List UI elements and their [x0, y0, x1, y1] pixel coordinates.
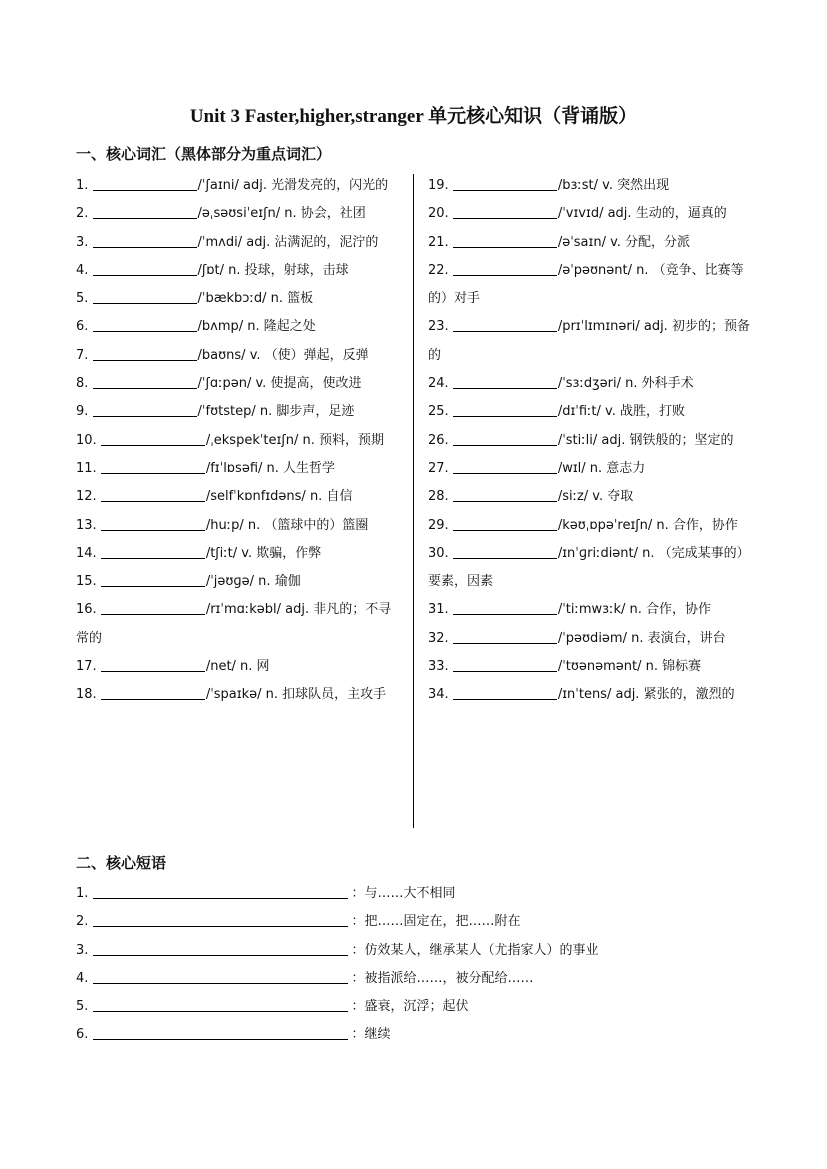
- answer-blank[interactable]: [93, 203, 197, 219]
- vocab-list-right: [428, 172, 754, 710]
- vocab-item: 33. /ˈtʊənəmənt/ n. 锦标赛: [428, 653, 754, 681]
- answer-blank[interactable]: [453, 430, 557, 446]
- answer-blank[interactable]: [453, 232, 557, 248]
- vocab-item: 6. /bʌmp/ n. 隆起之处: [76, 313, 402, 341]
- answer-blank[interactable]: [453, 684, 557, 700]
- answer-blank[interactable]: [453, 628, 557, 644]
- phrase-item: 5. ：盛衰，沉浮；起伏: [76, 993, 599, 1021]
- answer-blank[interactable]: [101, 599, 205, 615]
- answer-blank[interactable]: [453, 260, 557, 276]
- answer-blank[interactable]: [93, 345, 197, 361]
- answer-blank[interactable]: [93, 175, 197, 191]
- answer-blank[interactable]: [453, 175, 557, 191]
- column-divider: [413, 174, 414, 828]
- phrase-item: 1. ：与……大不相同: [76, 880, 599, 908]
- answer-blank[interactable]: [453, 373, 557, 389]
- vocab-item: 29. /kəʊˌɒpəˈreɪʃn/ n. 合作，协作: [428, 512, 754, 540]
- phrase-item: 3. ：仿效某人，继承某人（尤指家人）的事业: [76, 937, 599, 965]
- phrase-item: 6. ：继续: [76, 1021, 599, 1049]
- vocab-item: 10. /ˌekspekˈteɪʃn/ n. 预料，预期: [76, 427, 402, 455]
- vocab-item: 16. /rɪˈmɑːkəbl/ adj. 非凡的；不寻常的: [76, 596, 402, 653]
- answer-blank[interactable]: [101, 515, 205, 531]
- answer-blank[interactable]: [93, 996, 348, 1012]
- page-title: Unit 3 Faster,higher,stranger 单元核心知识（背诵版）: [189, 106, 638, 127]
- phrase-item: 4. ：被指派给……，被分配给……: [76, 965, 599, 993]
- vocab-item: 31. /ˈtiːmwɜːk/ n. 合作，协作: [428, 596, 754, 624]
- phrase-list: [76, 880, 599, 1050]
- vocab-item: 9. /ˈfʊtstep/ n. 脚步声，足迹: [76, 398, 402, 426]
- vocab-item: 19. /bɜːst/ v. 突然出现: [428, 172, 754, 200]
- answer-blank[interactable]: [93, 288, 197, 304]
- section-heading-vocabulary: 一、核心词汇（黑体部分为重点词汇）: [76, 145, 332, 163]
- answer-blank[interactable]: [453, 486, 557, 502]
- answer-blank[interactable]: [453, 515, 557, 531]
- vocab-item: 30. /ɪnˈɡriːdiənt/ n. （完成某事的）要素，因素: [428, 540, 754, 597]
- answer-blank[interactable]: [93, 401, 197, 417]
- vocab-item: 11. /fɪˈlɒsəfi/ n. 人生哲学: [76, 455, 402, 483]
- vocab-item: 4. /ʃɒt/ n. 投球，射球，击球: [76, 257, 402, 285]
- vocab-item: 5. /ˈbækbɔːd/ n. 篮板: [76, 285, 402, 313]
- answer-blank[interactable]: [93, 883, 348, 899]
- vocab-item: 27. /wɪl/ n. 意志力: [428, 455, 754, 483]
- answer-blank[interactable]: [101, 458, 205, 474]
- answer-blank[interactable]: [93, 1024, 348, 1040]
- vocab-item: 15. /ˈjəʊɡə/ n. 瑜伽: [76, 568, 402, 596]
- vocab-item: 26. /ˈstiːli/ adj. 钢铁般的；坚定的: [428, 427, 754, 455]
- answer-blank[interactable]: [453, 401, 557, 417]
- answer-blank[interactable]: [101, 571, 205, 587]
- vocab-item: 14. /tʃiːt/ v. 欺骗，作弊: [76, 540, 402, 568]
- vocab-list-left: [76, 172, 402, 710]
- vocab-item: 22. /əˈpəʊnənt/ n. （竞争、比赛等的）对手: [428, 257, 754, 314]
- answer-blank[interactable]: [93, 232, 197, 248]
- answer-blank[interactable]: [101, 486, 205, 502]
- vocab-item: 24. /ˈsɜːdʒəri/ n. 外科手术: [428, 370, 754, 398]
- answer-blank[interactable]: [93, 911, 348, 927]
- answer-blank[interactable]: [93, 968, 348, 984]
- vocab-item: 12. /selfˈkɒnfɪdəns/ n. 自信: [76, 483, 402, 511]
- vocab-item: 20. /ˈvɪvɪd/ adj. 生动的，逼真的: [428, 200, 754, 228]
- answer-blank[interactable]: [93, 316, 197, 332]
- phrase-item: 2. ：把……固定在，把……附在: [76, 908, 599, 936]
- answer-blank[interactable]: [101, 684, 205, 700]
- vocab-item: 28. /siːz/ v. 夺取: [428, 483, 754, 511]
- answer-blank[interactable]: [453, 203, 557, 219]
- answer-blank[interactable]: [453, 458, 557, 474]
- vocab-item: 23. /prɪˈlɪmɪnəri/ adj. 初步的；预备的: [428, 313, 754, 370]
- vocab-item: 18. /ˈspaɪkə/ n. 扣球队员，主攻手: [76, 681, 402, 709]
- answer-blank[interactable]: [101, 543, 205, 559]
- vocab-item: 7. /baʊns/ v. （使）弹起，反弹: [76, 342, 402, 370]
- vocab-item: 2. /əˌsəʊsiˈeɪʃn/ n. 协会，社团: [76, 200, 402, 228]
- vocab-item: 8. /ˈʃɑːpən/ v. 使提高，使改进: [76, 370, 402, 398]
- vocab-item: 13. /huːp/ n. （篮球中的）篮圈: [76, 512, 402, 540]
- section-heading-phrases: 二、核心短语: [76, 854, 167, 872]
- vocab-item: 32. /ˈpəʊdiəm/ n. 表演台，讲台: [428, 625, 754, 653]
- vocab-item: 3. /ˈmʌdi/ adj. 沾满泥的，泥泞的: [76, 229, 402, 257]
- vocab-item: 34. /ɪnˈtens/ adj. 紧张的，激烈的: [428, 681, 754, 709]
- answer-blank[interactable]: [93, 373, 197, 389]
- vocab-item: 1. /ˈʃaɪni/ adj. 光滑发亮的，闪光的: [76, 172, 402, 200]
- answer-blank[interactable]: [101, 656, 205, 672]
- answer-blank[interactable]: [101, 430, 205, 446]
- answer-blank[interactable]: [93, 940, 348, 956]
- answer-blank[interactable]: [453, 543, 557, 559]
- answer-blank[interactable]: [453, 656, 557, 672]
- answer-blank[interactable]: [93, 260, 197, 276]
- answer-blank[interactable]: [453, 599, 557, 615]
- answer-blank[interactable]: [453, 316, 557, 332]
- vocab-item: 25. /dɪˈfiːt/ v. 战胜，打败: [428, 398, 754, 426]
- vocab-item: 17. /net/ n. 网: [76, 653, 402, 681]
- vocab-item: 21. /əˈsaɪn/ v. 分配，分派: [428, 229, 754, 257]
